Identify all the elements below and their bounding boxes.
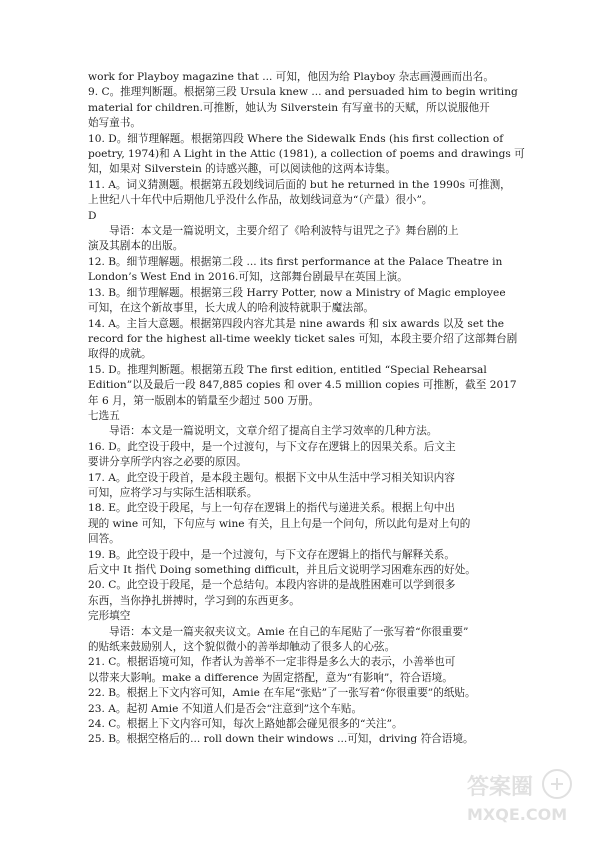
- text-line: 16. D。此空设于段中，是一个过渡句，与下文存在逻辑上的因果关系。后文主: [88, 440, 456, 453]
- text-line: 23. A。起初 Amie 不知道人们是否会“注意到”这个车贴。: [88, 702, 363, 715]
- text-line: Edition”以及最后一段 847,885 copies 和 over 4.5 million copies 可推断，截至 2017: [88, 379, 517, 392]
- text-line: London’s West End in 2016.可知，这部舞台剧最早在英国上演。: [88, 271, 408, 284]
- text-line: 导语：本文是一篇夹叙夹议文。Amie 在自己的车尾贴了一张写着“你很重要”: [109, 625, 469, 638]
- text-line: 可知，应将学习与实际生活相联系。: [88, 486, 258, 499]
- text-line: 取得的成就。: [88, 348, 152, 361]
- text-line: 演及其剧本的出版。: [88, 240, 184, 253]
- logo-top-text: 答案圈: [467, 775, 534, 800]
- text-line: 完形填空: [88, 610, 131, 623]
- text-line: 可知，在这个新故事里，长大成人的哈利波特就职于魔法部。: [88, 302, 375, 315]
- text-line: 19. B。此空设于段中，是一个过渡句，与下文存在逻辑上的指代与解释关系。: [88, 548, 455, 561]
- text-line: 上世纪八十年代中后期他几乎没什么作品，故划线词意为“（产量）很小”。: [88, 194, 433, 207]
- text-line: material for children.可推断，她认为 Silverstein 有写童书的天赋，所以说服他开: [88, 101, 490, 114]
- text-line: 后文中 It 指代 Doing something difficult，并且后文说明学习困难东西的好处。: [88, 564, 476, 576]
- text-line: 的贴纸来鼓励别人，这个貌似微小的善举却触动了很多人的心弦。: [88, 641, 396, 654]
- text-line: D: [88, 209, 97, 222]
- text-line: 24. C。根据上下文内容可知，每次上路她都会碰见很多的“关注”。: [88, 718, 403, 731]
- text-line: 导语：本文是一篇说明文，主要介绍了《哈利波特与诅咒之子》舞台剧的上: [109, 225, 459, 238]
- text-line: 15. D。推理判断题。根据第五段 The first edition, entitled “Special Rehearsal: [88, 363, 487, 376]
- text-line: 17. A。此空设于段首，是本段主题句。根据下文中从生活中学习相关知识内容: [88, 471, 455, 484]
- text-line: 12. B。细节理解题。根据第二段 ... its first performance at the Palace Theatre in: [88, 255, 503, 268]
- text-line: 年 6 月，第一版剧本的销量至少超过 500 万册。: [88, 394, 320, 407]
- text-line: record for the highest all-time weekly ticket sales 可知，本段主要介绍了这部舞台剧: [88, 332, 518, 345]
- text-line: 知，如果对 Silverstein 的诗感兴趣，可以阅读他的这两本诗集。: [88, 163, 396, 176]
- text-line: 始写童书。: [88, 117, 141, 130]
- text-line: 10. D。细节理解题。根据第四段 Where the Sidewalk Ends (his first collection of: [88, 132, 504, 145]
- text-line: 以带来大影响。make a difference 为固定搭配，意为“有影响”，符合语境。: [88, 671, 453, 684]
- text-line: work for Playboy magazine that ... 可知，他因为给 Playboy 杂志画漫画而出名。: [88, 71, 494, 83]
- text-line: 13. B。细节理解题。根据第三段 Harry Potter, now a Ministry of Magic employee: [88, 286, 506, 299]
- text-line: 18. E。此空设于段尾，与上一句存在逻辑上的指代与递进关系。根据上句中出: [88, 502, 455, 515]
- text-line: 11. A。词义猜测题。根据第五段划线词后面的 but he returned in the 1990s 可推测，: [88, 178, 511, 191]
- text-line: 25. B。根据空格后的... roll down their windows ...可知，driving 符合语境。: [88, 733, 474, 746]
- text-line: 21. C。根据语境可知，作者认为善举不一定非得是多么大的表示，小善举也可: [88, 656, 456, 669]
- logo-bottom-text: MXQE.COM: [467, 805, 568, 824]
- text-line: 14. A。主旨大意题。根据第四段内容尤其是 nine awards 和 six awards 以及 set the: [88, 317, 505, 330]
- text-line: 回答。: [88, 533, 120, 546]
- text-line: 9. C。推理判断题。根据第三段 Ursula knew ... and persuaded him to begin writing: [88, 86, 518, 99]
- document-body: [88, 70, 525, 748]
- text-line: 东西，当你挣扎拼搏时，学习到的东西更多。: [88, 594, 300, 607]
- text-line: poetry, 1974)和 A Light in the Attic (1981), a collection of poems and drawings 可: [88, 148, 525, 161]
- text-line: 20. C。此空设于段尾，是一个总结句。本段内容讲的是战胜困难可以学到很多: [88, 579, 456, 592]
- text-line: 导语：本文是一篇说明文，文章介绍了提高自主学习效率的几种方法。: [109, 425, 438, 438]
- text-line: 22. B。根据上下文内容可知，Amie 在车尾“张贴”了一张写着“你很重要”的纸贴。: [88, 687, 476, 700]
- text-line: 现的 wine 可知，下句应与 wine 有关，且上句是一个问句，所以此句是对上句的: [88, 517, 471, 530]
- text-line: 要讲分享所学内容之必要的原因。: [88, 456, 247, 469]
- text-line: 七选五: [88, 409, 120, 422]
- site-logo: [461, 760, 581, 830]
